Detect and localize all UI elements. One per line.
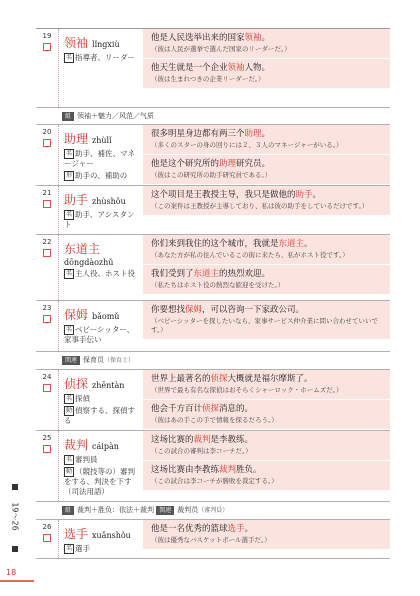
chinese-sentence: 世界上最著名的侦探大概就是福尔摩斯了。 [151,374,313,384]
entry-number-column [36,431,59,501]
examples-column [143,370,390,430]
study-checkbox[interactable] [43,445,51,453]
example-sentence [143,186,390,215]
pos-mark: 名 [65,150,72,157]
chinese-sentence: 他会千方百计侦探消息的。 [151,404,254,414]
japanese-translation: （彼は生まれつきの企業リーダーだ。） [151,75,265,83]
examples-column [143,431,390,501]
pinyin: zhùshǒu [92,197,126,206]
entry-number: 19 [42,32,52,40]
example-sentence [143,520,390,549]
entry-number: 26 [42,523,52,531]
usage-note: 組 领袖＋魅力／风范／气质 [36,108,390,125]
pinyin: dōngdàozhǔ [64,258,114,267]
japanese-translation: （彼は優秀なバスケットボール選手だ。） [151,536,271,544]
example-sentence [143,59,390,88]
entry-number-column [36,29,59,107]
sidebar [0,0,34,596]
entry-number: 23 [42,304,52,312]
chinese-sentence: 很多明星身边都有两三个助理。 [151,129,271,139]
pinyin: zhùlǐ [92,136,112,145]
study-checkbox[interactable] [43,139,51,147]
pinyin: zhēntàn [92,381,125,390]
chinese-sentence: 这场比赛由李教练裁判胜负。 [151,465,262,475]
chinese-sentence: 他是一名优秀的篮球选手。 [151,524,254,534]
japanese-translation: （この案件は王教授が主導しており、私は彼の助手をしているだけです。） [151,202,369,210]
pos-mark: 名 [65,326,72,333]
pos-mark: 名 [65,395,72,402]
vocab-entry [36,235,390,301]
word-column [59,29,143,107]
meaning: 名 審判員 [65,455,98,464]
examples-column [143,125,390,185]
chinese-sentence: 这场比赛的裁判是李教练。 [151,435,254,445]
japanese-translation: （彼は人民が選挙で選んだ国家のリーダーだ。） [151,45,291,53]
note-tag: 組 [62,506,74,515]
study-checkbox[interactable] [43,534,51,542]
meaning: 動 偵察する、探偵する [64,406,135,425]
chinese-sentence: 你们来到我住的这个城市，我就是东道主。 [151,239,313,249]
entry-number: 24 [42,373,52,381]
note-tag: 組 [62,112,74,121]
note-tag: 関連 [156,506,174,515]
vocab-entry [36,431,390,502]
pinyin: cáipàn [92,442,119,451]
examples-column [143,186,390,234]
vocab-entry [36,370,390,431]
pos-mark: 形 [65,172,72,179]
entry-number-column [36,125,59,185]
vocab-entry [36,29,390,108]
word-column [59,431,143,501]
example-sentence [143,125,390,155]
word-column [59,301,143,351]
entry-range-label: 19～26 [10,501,20,531]
study-checkbox[interactable] [43,43,51,51]
japanese-translation: （彼はこの研究所の助手研究員である。） [151,171,272,179]
entry-number: 21 [42,189,52,197]
page-number: 18 [6,568,17,577]
usage-note: 関連 保育员（保育士） [36,352,390,370]
word-column [59,186,143,234]
vocab-entry [36,301,390,352]
entry-number-column [36,186,59,234]
entry-number-column [36,370,59,430]
pos-mark: 名 [65,54,72,61]
entry-number-column [36,301,59,351]
japanese-translation: （私たちはホスト役の熱烈な歓迎を受けた。） [151,281,285,289]
chinese-sentence: 他是人民选举出来的国家领袖。 [151,33,271,43]
entry-number-column [36,235,59,300]
usage-note: 組 裁判＋胜负：依法＋裁判 関連 裁判员（審判員） [36,502,390,520]
meaning: 動 （競技等の）審判をする、判決を下す（司法用語） [64,467,135,496]
study-checkbox[interactable] [43,249,51,257]
example-sentence [143,431,390,461]
vocab-entry [36,520,390,559]
example-sentence [143,400,390,429]
word-column [59,520,143,558]
meaning: 名 助手、補佐、マネージャー [64,149,135,168]
entry-number: 25 [42,434,52,442]
headword: 领袖 [64,36,89,50]
study-checkbox[interactable] [43,315,51,323]
japanese-translation: （世界で最も有名な探偵はおそらくシャーロック・ホームズだ。） [151,386,343,394]
pinyin: bǎomǔ [92,312,120,321]
meaning: 名 主人役、ホスト役 [65,269,135,278]
pos-mark: 名 [65,456,72,463]
note-tag: 関連 [62,356,80,365]
study-checkbox[interactable] [43,200,51,208]
headword: 选手 [64,527,89,541]
headword: 助理 [64,132,89,146]
chinese-sentence: 你要想找保姆，可以咨询一下家政公司。 [151,305,305,315]
headword: 助手 [64,193,89,207]
headword: 侦探 [64,377,89,391]
japanese-translation: （ベビーシッターを探したいなら、家事サービス仲介業に問い合わせていいです。） [151,317,378,334]
example-sentence [143,265,390,294]
headword: 东道主 [64,242,101,256]
pos-mark: 名 [65,270,72,277]
page-accent-line [0,580,34,582]
pos-mark: 動 [65,468,72,475]
entry-number-column [36,520,59,558]
chinese-sentence: 这个项目是王教授主导，我只是做他的助手。 [151,190,322,200]
chinese-sentence: 他天生就是一个企业领袖人物。 [151,63,271,73]
pinyin: lǐngxiù [92,40,120,49]
pos-mark: 名 [65,545,72,552]
examples-column [143,301,390,351]
vocab-entry [36,125,390,186]
meaning: 名 選手 [65,544,90,553]
pos-mark: 名 [65,211,72,218]
pinyin: xuǎnshǒu [92,531,131,540]
japanese-translation: （多くのスターの身の回りには２、３人のマネージャーがいる。） [151,141,343,149]
chinese-sentence: 我们受到了东道主的热烈欢迎。 [151,269,271,279]
word-column [59,370,143,430]
example-sentence [143,29,390,59]
headword: 裁判 [64,438,89,452]
headword: 保姆 [64,308,89,322]
examples-column [143,520,390,558]
word-column [59,235,143,300]
pos-mark: 動 [65,407,72,414]
example-sentence [143,235,390,265]
entry-number: 20 [42,128,52,136]
example-sentence [143,461,390,490]
meaning: 形 助手の、補助の [65,171,128,180]
vocabulary-list [36,28,390,559]
side-marker-top [12,484,18,490]
word-column [59,125,143,185]
chinese-sentence: 他是这个研究所的助理研究员。 [151,159,271,169]
japanese-translation: （彼はあの手この手で情報を探るだろう。） [151,416,278,424]
examples-column [143,29,390,107]
example-sentence [143,301,390,339]
japanese-translation: （あなた方が私の住んでいるこの街に来たら、私がホスト役です。） [151,251,349,259]
example-sentence [143,155,390,184]
example-sentence [143,370,390,400]
meaning: 名 指導者、リーダー [65,53,135,62]
meaning: 名 探偵 [65,394,90,403]
meaning: 名 助手、アシスタント [64,210,135,229]
side-marker-bottom [12,546,18,552]
japanese-translation: （この試合の審判は李コーチだ。） [151,447,252,455]
vocab-entry [36,186,390,235]
japanese-translation: （この試合は李コーチが勝敗を裁定する。） [151,477,278,485]
entry-number: 22 [42,238,52,246]
study-checkbox[interactable] [43,384,51,392]
meaning: 名 ベビーシッター、家事手伝い [64,325,135,344]
examples-column [143,235,390,300]
